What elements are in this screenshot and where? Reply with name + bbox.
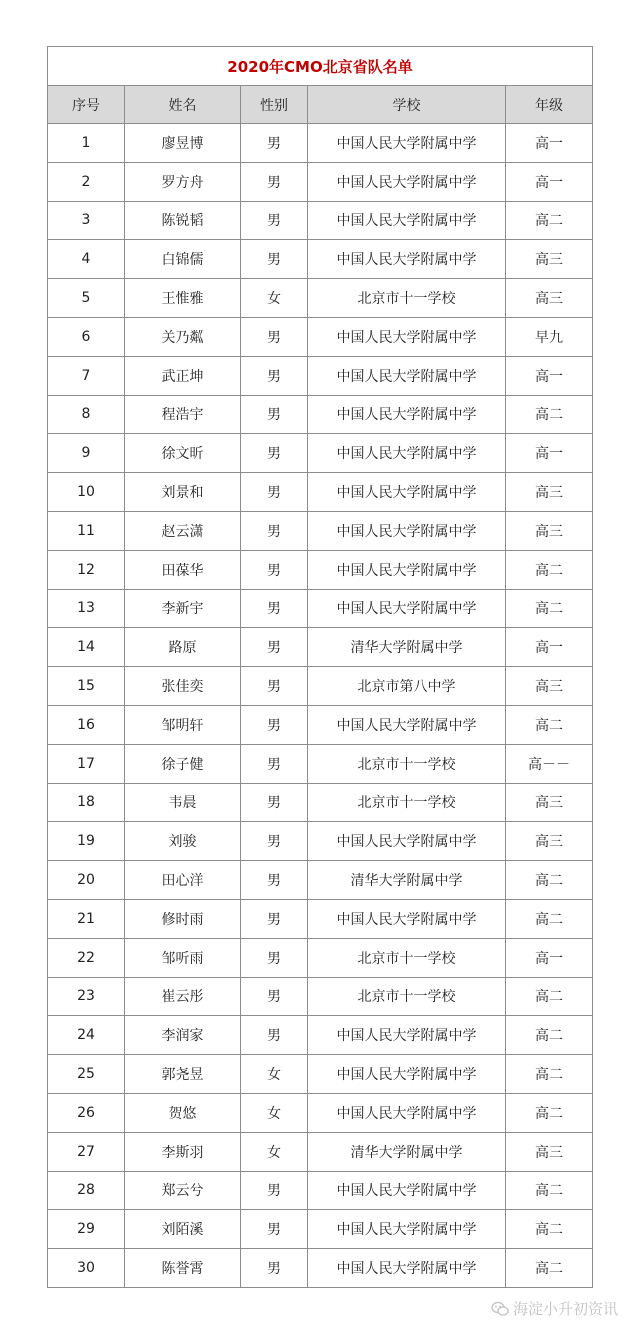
cell-name: 罗方舟 [125, 162, 241, 201]
cell-gender: 女 [241, 279, 308, 318]
cell-school: 北京市十一学校 [308, 938, 506, 977]
cell-gender: 男 [241, 744, 308, 783]
cell-school: 北京市十一学校 [308, 744, 506, 783]
cell-gender: 男 [241, 705, 308, 744]
cell-school: 中国人民大学附属中学 [308, 395, 506, 434]
cell-gender: 男 [241, 628, 308, 667]
cell-school: 中国人民大学附属中学 [308, 589, 506, 628]
table-row [48, 395, 593, 434]
cell-school: 中国人民大学附属中学 [308, 240, 506, 279]
cell-name: 白锦儒 [125, 240, 241, 279]
cell-gender: 男 [241, 162, 308, 201]
cell-number: 24 [48, 1016, 125, 1055]
table-title: 2020年CMO北京省队名单 [48, 47, 593, 86]
cell-name: 路原 [125, 628, 241, 667]
cell-number: 18 [48, 783, 125, 822]
cell-number: 16 [48, 705, 125, 744]
cell-school: 中国人民大学附属中学 [308, 550, 506, 589]
cell-gender: 男 [241, 899, 308, 938]
cell-number: 30 [48, 1249, 125, 1288]
cell-gender: 男 [241, 124, 308, 163]
table-row [48, 938, 593, 977]
cell-gender: 男 [241, 589, 308, 628]
cell-name: 修时雨 [125, 899, 241, 938]
cell-grade: 高二 [506, 1093, 593, 1132]
cell-grade: 高二 [506, 589, 593, 628]
cell-number: 5 [48, 279, 125, 318]
cell-grade: 高二 [506, 1249, 593, 1288]
cell-school: 中国人民大学附属中学 [308, 1249, 506, 1288]
cell-grade: 高二 [506, 1016, 593, 1055]
table-row [48, 899, 593, 938]
cell-name: 李斯羽 [125, 1132, 241, 1171]
table-row [48, 822, 593, 861]
cell-number: 4 [48, 240, 125, 279]
cell-number: 10 [48, 473, 125, 512]
cell-gender: 男 [241, 356, 308, 395]
cell-number: 8 [48, 395, 125, 434]
cell-gender: 男 [241, 1249, 308, 1288]
cell-name: 徐子健 [125, 744, 241, 783]
cell-gender: 男 [241, 434, 308, 473]
table-row [48, 201, 593, 240]
cell-grade: 高三 [506, 279, 593, 318]
cell-number: 17 [48, 744, 125, 783]
cell-name: 邹听雨 [125, 938, 241, 977]
table-row [48, 1171, 593, 1210]
cell-grade: 高一 [506, 628, 593, 667]
cell-name: 徐文昕 [125, 434, 241, 473]
cell-name: 田心洋 [125, 861, 241, 900]
table-row [48, 162, 593, 201]
table-row [48, 473, 593, 512]
cell-name: 贺悠 [125, 1093, 241, 1132]
cell-number: 9 [48, 434, 125, 473]
cell-school: 中国人民大学附属中学 [308, 434, 506, 473]
cell-school: 北京市十一学校 [308, 783, 506, 822]
cell-name: 李润家 [125, 1016, 241, 1055]
cell-gender: 男 [241, 240, 308, 279]
cell-gender: 女 [241, 1093, 308, 1132]
cell-name: 陈誉霄 [125, 1249, 241, 1288]
cell-gender: 男 [241, 667, 308, 706]
cell-gender: 男 [241, 511, 308, 550]
cell-gender: 男 [241, 822, 308, 861]
cell-name: 刘景和 [125, 473, 241, 512]
cell-grade: 高二 [506, 1171, 593, 1210]
cell-name: 廖昱博 [125, 124, 241, 163]
cell-gender: 男 [241, 977, 308, 1016]
cell-name: 郭尧昱 [125, 1055, 241, 1094]
header-name: 姓名 [125, 86, 241, 124]
cell-grade: 高一 [506, 124, 593, 163]
table-row [48, 744, 593, 783]
table-body [48, 124, 593, 1288]
cell-grade: 高二 [506, 550, 593, 589]
cell-school: 北京市第八中学 [308, 667, 506, 706]
cell-number: 15 [48, 667, 125, 706]
cell-school: 中国人民大学附属中学 [308, 899, 506, 938]
cell-grade: 高二 [506, 861, 593, 900]
cell-number: 20 [48, 861, 125, 900]
table-row [48, 783, 593, 822]
header-row [48, 86, 593, 124]
cell-school: 北京市十一学校 [308, 279, 506, 318]
cell-grade: 高二 [506, 705, 593, 744]
table-row [48, 434, 593, 473]
watermark [491, 1298, 618, 1319]
cell-grade: 高二 [506, 1055, 593, 1094]
cell-number: 6 [48, 317, 125, 356]
cell-grade: 高二 [506, 201, 593, 240]
cell-name: 崔云彤 [125, 977, 241, 1016]
title-row [48, 47, 593, 86]
cell-number: 2 [48, 162, 125, 201]
cell-name: 刘陌溪 [125, 1210, 241, 1249]
cell-number: 13 [48, 589, 125, 628]
cell-grade: 高一 [506, 938, 593, 977]
cell-school: 北京市十一学校 [308, 977, 506, 1016]
cell-gender: 男 [241, 1210, 308, 1249]
cell-school: 清华大学附属中学 [308, 1132, 506, 1171]
cell-grade: 高二 [506, 899, 593, 938]
cell-name: 邹明轩 [125, 705, 241, 744]
table-row [48, 279, 593, 318]
cell-name: 王惟雅 [125, 279, 241, 318]
table-row [48, 511, 593, 550]
table-row [48, 705, 593, 744]
cell-gender: 女 [241, 1055, 308, 1094]
cell-grade: 高一 [506, 162, 593, 201]
cell-school: 中国人民大学附属中学 [308, 356, 506, 395]
cell-school: 中国人民大学附属中学 [308, 705, 506, 744]
cell-number: 21 [48, 899, 125, 938]
cell-gender: 男 [241, 201, 308, 240]
cell-grade: 早九 [506, 317, 593, 356]
cell-name: 刘骏 [125, 822, 241, 861]
cell-number: 14 [48, 628, 125, 667]
cell-school: 中国人民大学附属中学 [308, 473, 506, 512]
cell-grade: 高三 [506, 822, 593, 861]
cell-school: 中国人民大学附属中学 [308, 1093, 506, 1132]
roster-table [47, 46, 593, 1288]
table-row [48, 977, 593, 1016]
cell-school: 中国人民大学附属中学 [308, 822, 506, 861]
table-row [48, 861, 593, 900]
table-row [48, 356, 593, 395]
cell-gender: 男 [241, 783, 308, 822]
table-row [48, 124, 593, 163]
cell-gender: 男 [241, 938, 308, 977]
cell-number: 12 [48, 550, 125, 589]
cell-gender: 男 [241, 473, 308, 512]
cell-number: 29 [48, 1210, 125, 1249]
cell-grade: 高－－ [506, 744, 593, 783]
cell-number: 7 [48, 356, 125, 395]
cell-grade: 高三 [506, 1132, 593, 1171]
cell-gender: 男 [241, 395, 308, 434]
table-row [48, 1132, 593, 1171]
cell-gender: 男 [241, 861, 308, 900]
cell-grade: 高二 [506, 395, 593, 434]
table-row [48, 589, 593, 628]
cell-name: 李新宇 [125, 589, 241, 628]
table-row [48, 317, 593, 356]
cell-grade: 高三 [506, 473, 593, 512]
cell-school: 中国人民大学附属中学 [308, 162, 506, 201]
table-row [48, 1249, 593, 1288]
cell-school: 中国人民大学附属中学 [308, 201, 506, 240]
header-gender: 性别 [241, 86, 308, 124]
cell-gender: 男 [241, 1171, 308, 1210]
cell-gender: 女 [241, 1132, 308, 1171]
cell-number: 11 [48, 511, 125, 550]
cell-grade: 高三 [506, 240, 593, 279]
table-row [48, 1016, 593, 1055]
cell-number: 19 [48, 822, 125, 861]
table-row [48, 628, 593, 667]
cell-number: 28 [48, 1171, 125, 1210]
cell-name: 关乃粼 [125, 317, 241, 356]
cell-school: 清华大学附属中学 [308, 861, 506, 900]
cell-number: 27 [48, 1132, 125, 1171]
cell-number: 3 [48, 201, 125, 240]
cell-number: 22 [48, 938, 125, 977]
cell-name: 陈锐韬 [125, 201, 241, 240]
cell-school: 清华大学附属中学 [308, 628, 506, 667]
cell-number: 23 [48, 977, 125, 1016]
cell-name: 赵云潇 [125, 511, 241, 550]
header-school: 学校 [308, 86, 506, 124]
cell-school: 中国人民大学附属中学 [308, 124, 506, 163]
cell-name: 郑云兮 [125, 1171, 241, 1210]
table-row [48, 1210, 593, 1249]
table-row [48, 240, 593, 279]
wechat-icon [491, 1301, 509, 1317]
cell-school: 中国人民大学附属中学 [308, 511, 506, 550]
table-row [48, 667, 593, 706]
cell-grade: 高一 [506, 356, 593, 395]
cell-name: 田葆华 [125, 550, 241, 589]
cell-school: 中国人民大学附属中学 [308, 1055, 506, 1094]
cell-gender: 男 [241, 550, 308, 589]
cell-number: 25 [48, 1055, 125, 1094]
cell-school: 中国人民大学附属中学 [308, 317, 506, 356]
table-row [48, 1093, 593, 1132]
watermark-text: 海淀小升初资讯 [512, 1300, 618, 1318]
cell-gender: 男 [241, 317, 308, 356]
cell-grade: 高二 [506, 977, 593, 1016]
cell-grade: 高二 [506, 1210, 593, 1249]
cell-grade: 高三 [506, 783, 593, 822]
cell-grade: 高一 [506, 434, 593, 473]
cell-school: 中国人民大学附属中学 [308, 1210, 506, 1249]
cell-name: 武正坤 [125, 356, 241, 395]
cell-number: 1 [48, 124, 125, 163]
cell-school: 中国人民大学附属中学 [308, 1016, 506, 1055]
table-row [48, 1055, 593, 1094]
cell-gender: 男 [241, 1016, 308, 1055]
cell-name: 韦晨 [125, 783, 241, 822]
cell-grade: 高三 [506, 511, 593, 550]
cell-name: 程浩宇 [125, 395, 241, 434]
cell-grade: 高三 [506, 667, 593, 706]
header-number: 序号 [48, 86, 125, 124]
cell-name: 张佳奕 [125, 667, 241, 706]
cell-school: 中国人民大学附属中学 [308, 1171, 506, 1210]
header-grade: 年级 [506, 86, 593, 124]
table-row [48, 550, 593, 589]
cell-number: 26 [48, 1093, 125, 1132]
